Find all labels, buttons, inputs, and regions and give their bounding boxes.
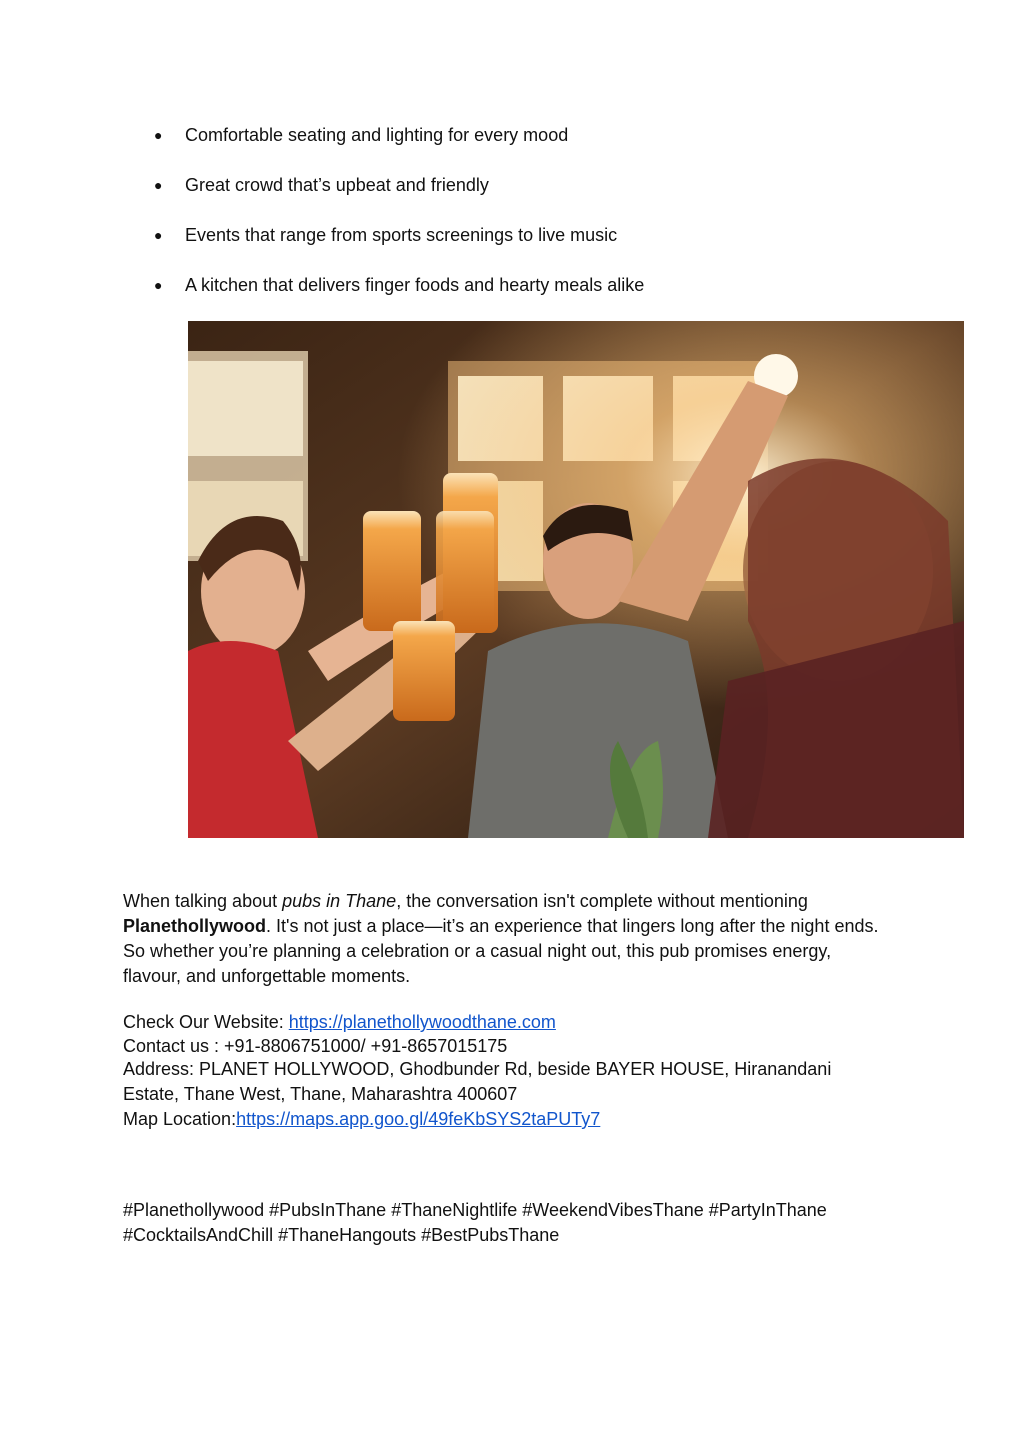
brand-name-bold: Planethollywood (123, 916, 267, 936)
hashtag-line: #CocktailsAndChill #ThaneHangouts #BestPubsThane (123, 1225, 560, 1245)
website-link[interactable]: https://planethollywoodthane.com (288, 1012, 556, 1032)
bullet-icon: ● (154, 127, 163, 143)
list-item-text: A kitchen that delivers finger foods and hearty meals alike (185, 275, 645, 295)
hashtags (123, 1198, 903, 1248)
contact-block (123, 1010, 923, 1132)
hashtag-line: #Planethollywood #PubsInThane #ThaneNightlife #WeekendVibesThane #PartyInThane (123, 1200, 827, 1220)
bullet-icon: ● (154, 177, 163, 193)
paragraph-text: , the conversation isn't complete without mentioning (396, 891, 808, 911)
list-item (154, 220, 617, 250)
list-item-text: Great crowd that’s upbeat and friendly (185, 175, 489, 195)
keyword-italic: pubs in Thane (282, 891, 397, 911)
description-paragraph (123, 889, 883, 989)
address-line: Estate, Thane West, Thane, Maharashtra 400607 (123, 1084, 518, 1104)
map-line (123, 1107, 923, 1132)
paragraph-text: When talking about (123, 891, 283, 911)
list-item (154, 120, 568, 150)
website-line (123, 1010, 923, 1035)
phone-line: Contact us : +91-8806751000/ +91-8657015175 (123, 1036, 508, 1056)
bullet-icon: ● (154, 277, 163, 293)
pub-photo (188, 321, 964, 838)
map-label: Map Location: (123, 1109, 237, 1129)
bullet-icon: ● (154, 227, 163, 243)
map-link[interactable]: https://maps.app.goo.gl/49feKbSYS2taPUTy7 (236, 1109, 601, 1129)
list-item-text: Events that range from sports screenings to live music (185, 225, 618, 245)
website-label: Check Our Website: (123, 1012, 289, 1032)
list-item-text: Comfortable seating and lighting for every mood (185, 125, 569, 145)
address-line: Address: PLANET HOLLYWOOD, Ghodbunder Rd, beside BAYER HOUSE, Hiranandani (123, 1059, 832, 1079)
list-item (154, 170, 489, 200)
paragraph-text: . It's not just a place—it’s an experience that lingers long after the night ends. So whether you’re planning a celebration or a casual night out, this pub promises energy, flavour, and unforgettable moments. (123, 916, 879, 986)
list-item (154, 270, 644, 300)
